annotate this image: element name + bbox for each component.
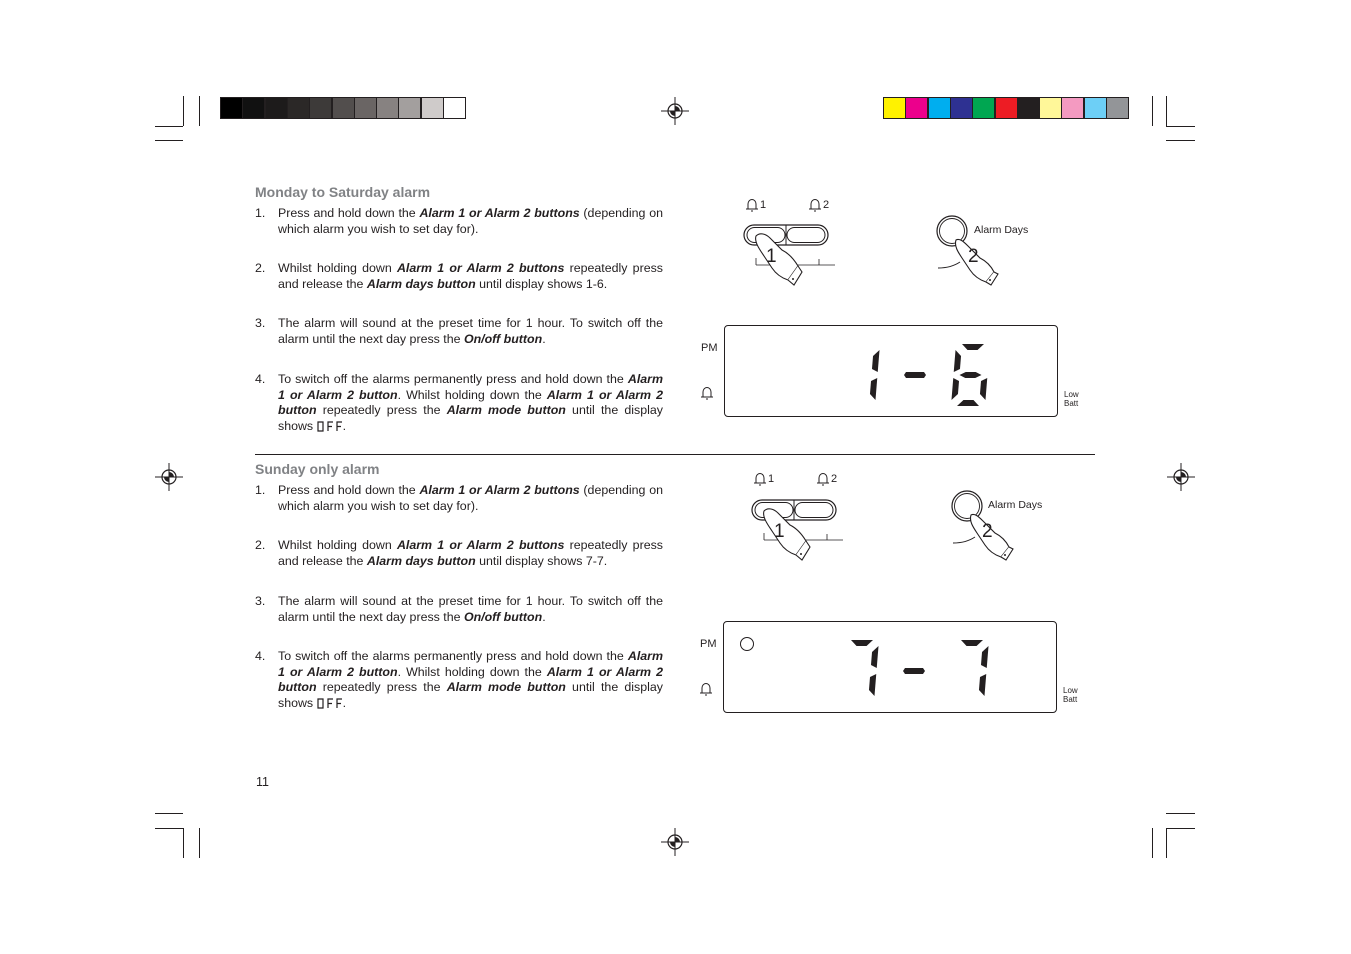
alarm-buttons-illustration <box>742 222 838 286</box>
colour-swatch <box>332 97 355 119</box>
colour-swatch <box>972 97 995 119</box>
step-number: 4. <box>255 649 266 663</box>
alarm-buttons-illustration <box>750 497 846 561</box>
instruction-step <box>255 372 663 434</box>
step-text <box>278 538 663 569</box>
step-text-run: Press and hold down the <box>278 206 420 220</box>
button-name-emphasis: Alarm days button <box>366 276 476 291</box>
step-text-run: until the display shows <box>278 680 663 710</box>
step-text-run: . <box>342 418 347 433</box>
button-name-emphasis: Alarm 1 or Alarm 2 buttons <box>419 483 580 497</box>
bell-icon <box>699 386 715 401</box>
button-name-emphasis: Alarm 1 or Alarm 2 buttons <box>419 206 580 220</box>
button-name-emphasis: Alarm mode button <box>446 403 566 417</box>
low-batt-indicator <box>1064 390 1079 408</box>
button-name-emphasis: On/off button <box>463 609 543 624</box>
step-text <box>278 261 663 292</box>
finger-2-number: 2 <box>982 521 993 542</box>
lcd-display <box>723 621 1057 713</box>
registration-mark-bottom <box>661 828 689 856</box>
lcd-segment <box>870 378 877 400</box>
step-text-run: repeatedly press and release the <box>278 261 663 291</box>
lcd-segment <box>962 344 984 350</box>
step-text <box>278 649 663 711</box>
step-text <box>278 372 663 434</box>
colour-swatch <box>995 97 1018 119</box>
button-name-emphasis: Alarm 1 or Alarm 2 button <box>278 372 663 402</box>
colour-swatch <box>354 97 377 119</box>
step-text <box>278 316 663 347</box>
button-name-emphasis: Alarm 1 or Alarm 2 button <box>278 649 663 679</box>
step-number: 1. <box>255 483 266 497</box>
step-text-run: repeatedly press and release the <box>278 538 663 568</box>
section-heading-mon-sat: Monday to Saturday alarm <box>255 184 431 200</box>
step-text-run: To switch off the alarms permanently press and hold down the <box>278 372 628 386</box>
low-label: Low <box>1064 390 1079 399</box>
step-text-run: The alarm will sound at the preset time for 1 hour. To switch off the alarm until the next day press the <box>278 594 663 624</box>
page-number: 11 <box>256 775 269 789</box>
lcd-segment <box>961 640 983 646</box>
lcd-digits <box>724 622 1056 712</box>
finger-1-number: 1 <box>774 521 785 542</box>
lcd-segment <box>979 674 986 696</box>
lcd-dash-segment <box>904 372 926 378</box>
alarm-2-label: 2 <box>823 199 830 211</box>
colour-swatch <box>950 97 973 119</box>
low-label: Low <box>1063 686 1078 695</box>
finger-1-number: 1 <box>766 246 777 267</box>
instruction-step <box>255 261 663 292</box>
step-text <box>278 206 663 237</box>
button-name-emphasis: Alarm 1 or Alarm 2 button <box>278 387 663 417</box>
registration-mark-left <box>155 463 183 491</box>
lcd-off-glyph-icon <box>317 698 343 709</box>
colour-swatch <box>1106 97 1129 119</box>
button-name-emphasis: Alarm days button <box>366 553 476 568</box>
step-text-run: The alarm will sound at the preset time for 1 hour. To switch off the alarm until the next day press the <box>278 316 663 346</box>
colour-swatch <box>421 97 444 119</box>
alarm-1-label: 1 <box>760 199 767 211</box>
colour-swatch <box>220 97 243 119</box>
step-text-run: (depending on which alarm you wish to set day for). <box>278 206 663 236</box>
lcd-segment <box>869 674 876 696</box>
step-text-run: Press and hold down the <box>278 483 420 497</box>
instruction-step <box>255 538 663 569</box>
batt-label: Batt <box>1064 399 1079 408</box>
low-batt-indicator <box>1063 686 1078 704</box>
button-name-emphasis: Alarm 1 or Alarm 2 buttons <box>396 538 565 552</box>
step-text-run: . <box>342 695 347 710</box>
colour-swatch <box>287 97 310 119</box>
step-text-run: until display shows 7-7. <box>475 553 608 568</box>
alarm-days-label: Alarm Days <box>988 499 1043 511</box>
step-text-run: . Whilst holding down the <box>397 664 547 679</box>
colour-swatch <box>905 97 928 119</box>
pm-indicator: PM <box>701 342 718 354</box>
alarm-days-label: Alarm Days <box>974 224 1029 236</box>
bell-icon <box>744 198 760 213</box>
instruction-step <box>255 594 663 625</box>
colour-swatch <box>883 97 906 119</box>
step-text-run: until display shows 1-6. <box>475 276 608 291</box>
registration-mark-right <box>1167 463 1195 491</box>
colour-swatch <box>928 97 951 119</box>
colour-swatch <box>1039 97 1062 119</box>
button-name-emphasis: On/off button <box>463 331 543 346</box>
colour-swatch <box>1084 97 1107 119</box>
colour-swatch <box>398 97 421 119</box>
batt-label: Batt <box>1063 695 1078 704</box>
lcd-segment <box>981 646 989 668</box>
step-number: 2. <box>255 261 266 275</box>
colour-swatch <box>443 97 466 119</box>
lcd-segment <box>960 372 982 378</box>
alarm-1-label: 1 <box>768 473 775 485</box>
instruction-step <box>255 649 663 711</box>
lcd-digits <box>725 326 1057 416</box>
step-text-run: . Whilst holding down the <box>397 387 547 402</box>
step-text-run: . <box>542 331 546 346</box>
pm-indicator: PM <box>700 638 717 650</box>
step-text <box>278 483 663 514</box>
step-number: 3. <box>255 316 266 330</box>
step-text-run: . <box>542 609 546 624</box>
section-divider <box>255 454 1095 455</box>
step-text-run: repeatedly press the <box>316 680 447 694</box>
section-heading-sunday: Sunday only alarm <box>255 461 380 477</box>
bell-icon <box>815 472 831 487</box>
step-text-run: Whilst holding down <box>278 538 397 552</box>
button-name-emphasis: Alarm mode button <box>446 680 566 694</box>
lcd-display <box>724 325 1058 417</box>
step-number: 2. <box>255 538 266 552</box>
lcd-dash-segment <box>903 668 925 674</box>
lcd-segment <box>980 378 987 400</box>
step-text-run: Whilst holding down <box>278 261 397 275</box>
lcd-segment <box>951 378 959 400</box>
instruction-step <box>255 483 663 514</box>
alarm-2-label: 2 <box>831 473 838 485</box>
lcd-off-glyph-icon <box>317 421 343 432</box>
colour-swatch <box>265 97 288 119</box>
step-text-run: (depending on which alarm you wish to set day for). <box>278 483 663 513</box>
lcd-segment <box>957 400 979 406</box>
lcd-segment <box>871 646 879 668</box>
lcd-segment <box>872 350 880 372</box>
bell-icon <box>752 472 768 487</box>
colour-swatch <box>1061 97 1084 119</box>
button-name-emphasis: Alarm 1 or Alarm 2 buttons <box>396 261 565 275</box>
step-number: 4. <box>255 372 266 386</box>
button-name-emphasis: Alarm 1 or Alarm 2 button <box>278 664 663 694</box>
step-text-run: To switch off the alarms permanently press and hold down the <box>278 649 628 663</box>
step-number: 3. <box>255 594 266 608</box>
lcd-segment <box>954 350 961 372</box>
colour-swatch <box>242 97 265 119</box>
colour-swatch <box>1017 97 1040 119</box>
step-text <box>278 594 663 625</box>
colour-swatch <box>309 97 332 119</box>
step-text-run: repeatedly press the <box>316 403 447 417</box>
lcd-segment <box>851 640 873 646</box>
registration-mark-top <box>661 97 689 125</box>
bell-icon <box>698 682 714 697</box>
instruction-step <box>255 316 663 347</box>
step-number: 1. <box>255 206 266 220</box>
bell-icon <box>807 198 823 213</box>
instruction-step <box>255 206 663 237</box>
step-text-run: until the display shows <box>278 403 663 433</box>
finger-2-number: 2 <box>968 246 979 267</box>
colour-swatch <box>376 97 399 119</box>
